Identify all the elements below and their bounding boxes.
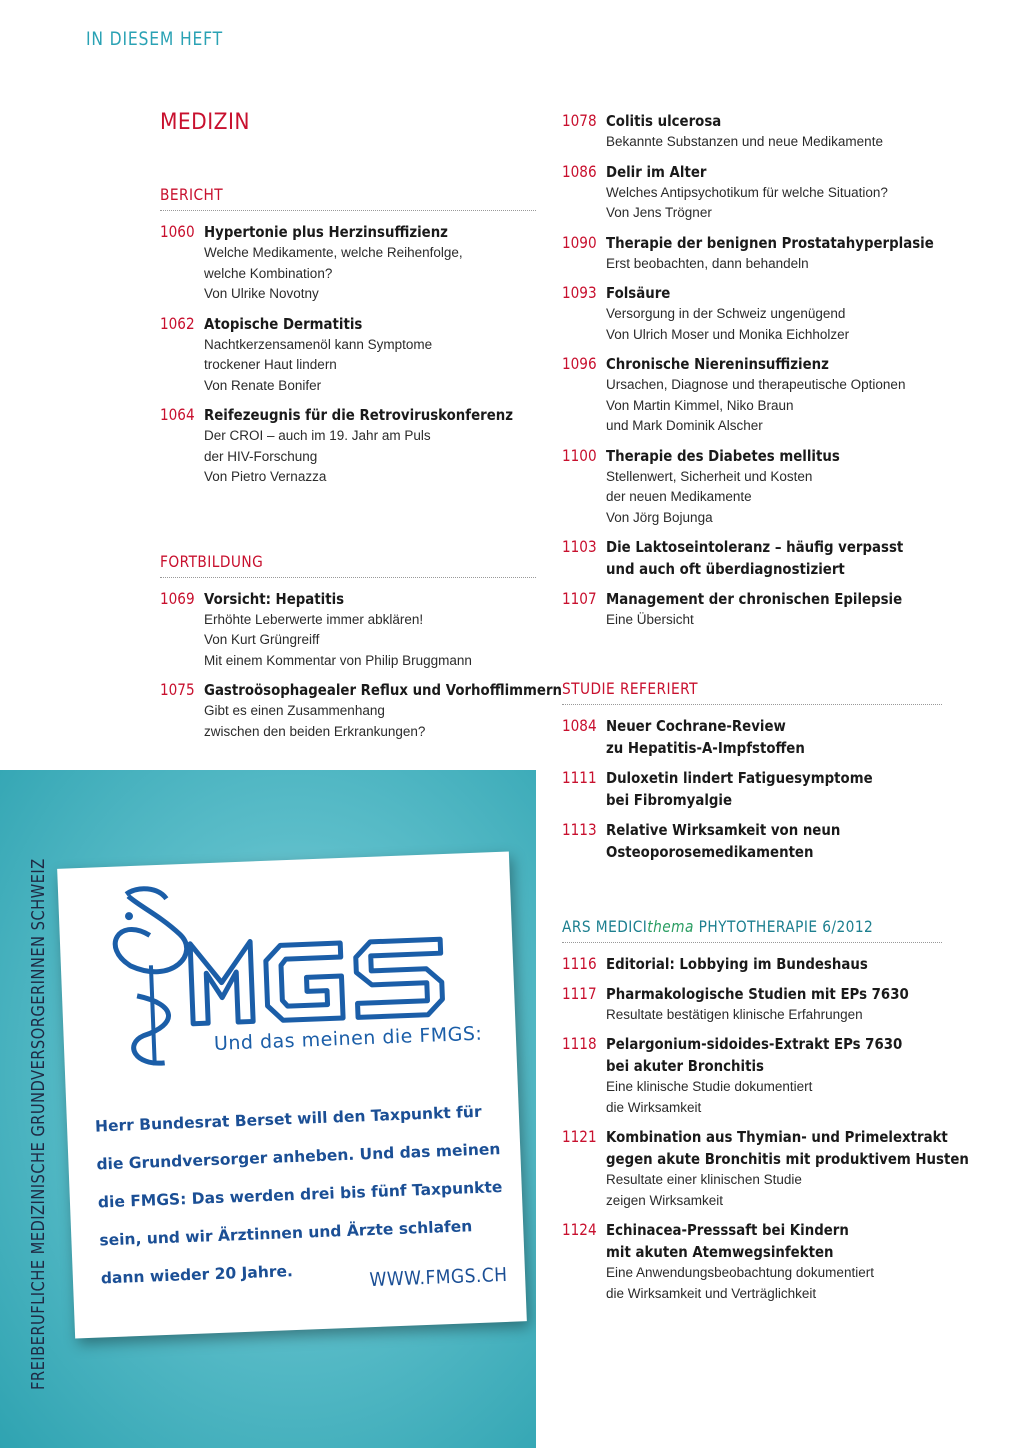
article-subtitle: Resultate bestätigen klinische Erfahrungen: [606, 1006, 863, 1022]
page-number: 1086: [562, 161, 597, 181]
article-title: Vorsicht: Hepatitis: [204, 589, 345, 608]
article-subtitle: Eine Übersicht: [606, 612, 694, 627]
toc-entry[interactable]: [562, 232, 942, 275]
article-subtitle: welche Kombination?: [204, 265, 333, 281]
article-subtitle: Eine Anwendungsbeobachtung dokumentiert: [606, 1265, 874, 1280]
page-number: 1107: [562, 589, 597, 608]
page-number: 1069: [160, 588, 195, 608]
article-title: Folsäure: [606, 284, 671, 302]
article-subtitle: Ursachen, Diagnose und therapeutische Optionen: [606, 377, 906, 392]
toc-entry[interactable]: [562, 819, 942, 863]
page-number: 1075: [160, 680, 195, 699]
article-title: Duloxetin lindert Fatiguesymptome: [606, 768, 873, 787]
page-number: 1117: [562, 983, 597, 1003]
ad-slogan: Und das meinen die FMGS:: [213, 1022, 483, 1055]
article-title: Neuer Cochrane-Review: [606, 716, 786, 735]
page-number: 1060: [160, 222, 195, 241]
article-author: Von Jens Trögner: [606, 205, 712, 220]
article-subtitle: der neuen Medikamente: [606, 489, 752, 504]
ad-body-line: die Grundversorger anheben. Und das meinen: [96, 1140, 501, 1174]
article-subtitle: Der CROI – auch im 19. Jahr am Puls: [204, 428, 431, 443]
article-title: Echinacea-Presssaft bei Kindern: [606, 1221, 849, 1239]
section-heading-thema: ARS MEDICIthema PHYTOTHERAPIE 6/2012: [562, 917, 942, 943]
article-author: Von Ulrike Novotny: [204, 286, 319, 301]
article-author: Von Martin Kimmel, Niko Braun: [606, 397, 794, 413]
article-subtitle: zwischen den beiden Erkrankungen?: [204, 723, 426, 739]
article-author: Mit einem Kommentar von Philip Bruggmann: [204, 652, 472, 668]
article-title: Editorial: Lobbying im Bundeshaus: [606, 954, 868, 973]
thema-list: [562, 953, 969, 1305]
toc-entry[interactable]: [562, 588, 942, 631]
page-number: 1113: [562, 819, 597, 839]
page-number: 1078: [562, 111, 597, 130]
toc-entry[interactable]: [562, 1126, 969, 1211]
page-number: 1064: [160, 405, 195, 424]
article-subtitle: die Wirksamkeit und Verträglichkeit: [606, 1285, 817, 1301]
section-heading-bericht: BERICHT: [160, 185, 536, 211]
article-author: Von Pietro Vernazza: [204, 469, 327, 484]
toc-entry[interactable]: [562, 161, 942, 224]
page-number: 1090: [562, 232, 597, 252]
section-heading-fortbildung: FORTBILDUNG: [160, 552, 536, 578]
toc-entry[interactable]: [160, 679, 563, 742]
toc-entry[interactable]: [562, 953, 942, 975]
article-subtitle: Welches Antipsychotikum für welche Situation?: [606, 184, 888, 200]
article-subtitle: trockener Haut lindern: [204, 357, 337, 372]
article-subtitle: zeigen Wirksamkeit: [606, 1192, 724, 1208]
ad-body-line: dann wieder 20 Jahre.: [100, 1262, 294, 1288]
article-title-line2: gegen akute Bronchitis mit produktivem Husten: [606, 1150, 969, 1168]
toc-entry[interactable]: [562, 282, 942, 345]
toc-entry[interactable]: [562, 715, 942, 759]
toc-entry[interactable]: [160, 221, 536, 305]
article-author: Von Ulrich Moser und Monika Eichholzer: [606, 326, 850, 342]
article-subtitle: die Wirksamkeit: [606, 1099, 702, 1115]
page-number: 1124: [562, 1220, 597, 1239]
toc-entry[interactable]: [160, 313, 536, 397]
toc-entry[interactable]: [562, 536, 942, 580]
article-subtitle: der HIV-Forschung: [204, 448, 318, 464]
section-title-medizin: MEDIZIN: [160, 110, 251, 135]
article-title-line2: und auch oft überdiagnostiziert: [606, 560, 845, 578]
article-title: Hypertonie plus Herzinsuffizienz: [204, 223, 448, 241]
page-number: 1093: [562, 283, 597, 302]
toc-entry[interactable]: [562, 1033, 942, 1118]
ad-body-line: die FMGS: Das werden drei bis fünf Taxpunkte: [97, 1177, 503, 1212]
article-title: Kombination aus Thymian- und Primelextrakt: [606, 1128, 948, 1146]
section-heading-studie: STUDIE REFERIERT: [562, 679, 942, 705]
article-title: Relative Wirksamkeit von neun: [606, 820, 841, 839]
article-author: Von Kurt Grüngreiff: [204, 632, 320, 647]
article-subtitle: Welche Medikamente, welche Reihenfolge,: [204, 245, 463, 260]
page-number: 1111: [562, 767, 597, 787]
ad-side-text: FREIBERUFLICHE MEDIZINISCHE GRUNDVERSORGERINNEN SCHWEIZ: [28, 858, 49, 1390]
article-subtitle: Bekannte Substanzen und neue Medikamente: [606, 134, 883, 149]
page-number: 1121: [562, 1127, 597, 1146]
fortbildung-list: [160, 588, 563, 743]
toc-entry[interactable]: [562, 110, 942, 153]
page-number: 1084: [562, 715, 597, 735]
left-column: [160, 110, 563, 750]
page-number: 1096: [562, 354, 597, 373]
toc-entry[interactable]: [562, 1219, 942, 1304]
toc-entry[interactable]: [562, 445, 942, 529]
right-column: [562, 110, 969, 1312]
article-subtitle: Erst beobachten, dann behandeln: [606, 255, 809, 271]
article-author: Von Renate Bonifer: [204, 377, 322, 393]
article-title: Therapie der benignen Prostatahyperplasie: [606, 233, 934, 252]
article-title: Pelargonium-sidoides-Extrakt EPs 7630: [606, 1035, 903, 1053]
toc-entry[interactable]: [562, 353, 942, 437]
article-title: Colitis ulcerosa: [606, 112, 722, 130]
toc-entry[interactable]: [160, 404, 536, 488]
page-number: 1062: [160, 313, 195, 333]
fmgs-advertisement[interactable]: [0, 770, 536, 1448]
article-title: Therapie des Diabetes mellitus: [606, 446, 840, 465]
page-number: 1103: [562, 537, 597, 556]
page-number: 1118: [562, 1034, 597, 1053]
ad-card: [57, 851, 527, 1338]
article-title: Management der chronischen Epilepsie: [606, 590, 903, 608]
article-title-line2: zu Hepatitis-A-Impfstoffen: [606, 738, 805, 757]
article-subtitle: Gibt es einen Zusammenhang: [204, 703, 385, 718]
ad-url-link[interactable]: WWW.FMGS.CH: [368, 1263, 508, 1292]
article-title-line2: bei Fibromyalgie: [606, 790, 733, 809]
article-title-line2: mit akuten Atemwegsinfekten: [606, 1243, 834, 1261]
article-title: Atopische Dermatitis: [204, 314, 363, 333]
article-title: Chronische Niereninsuffizienz: [606, 355, 829, 373]
bericht-list: [160, 221, 536, 488]
article-subtitle: Versorgung in der Schweiz ungenügend: [606, 306, 846, 321]
article-subtitle: Nachtkerzensamenöl kann Symptome: [204, 336, 433, 352]
toc-entry[interactable]: [562, 767, 942, 811]
ad-body-line: sein, und wir Ärztinnen und Ärzte schlafen: [99, 1217, 473, 1250]
article-title: Gastroösophagealer Reflux und Vorhofflimmern: [204, 681, 563, 699]
toc-entry[interactable]: [160, 588, 536, 672]
article-title: Die Laktoseintoleranz – häufig verpasst: [606, 538, 904, 556]
studie-list: [562, 715, 942, 863]
page-header: IN DIESEM HEFT: [86, 28, 224, 50]
article-title: Pharmakologische Studien mit EPs 7630: [606, 984, 909, 1003]
page-number: 1116: [562, 953, 597, 973]
article-subtitle: Resultate einer klinischen Studie: [606, 1172, 802, 1187]
article-title-line2: Osteoporosemedikamenten: [606, 842, 814, 861]
ad-body-line: Herr Bundesrat Berset will den Taxpunkt für: [94, 1102, 482, 1136]
medizin-continued-list: [562, 110, 942, 631]
article-title: Reifezeugnis für die Retroviruskonferenz: [204, 406, 514, 424]
article-title: Delir im Alter: [606, 162, 707, 181]
article-author: und Mark Dominik Alscher: [606, 418, 763, 433]
article-title-line2: bei akuter Bronchitis: [606, 1057, 764, 1075]
article-subtitle: Stellenwert, Sicherheit und Kosten: [606, 468, 813, 484]
article-subtitle: Eine klinische Studie dokumentiert: [606, 1079, 813, 1094]
toc-entry[interactable]: [562, 983, 942, 1026]
article-subtitle: Erhöhte Leberwerte immer abklären!: [204, 611, 424, 627]
article-author: Von Jörg Bojunga: [606, 509, 713, 525]
page-number: 1100: [562, 445, 597, 465]
